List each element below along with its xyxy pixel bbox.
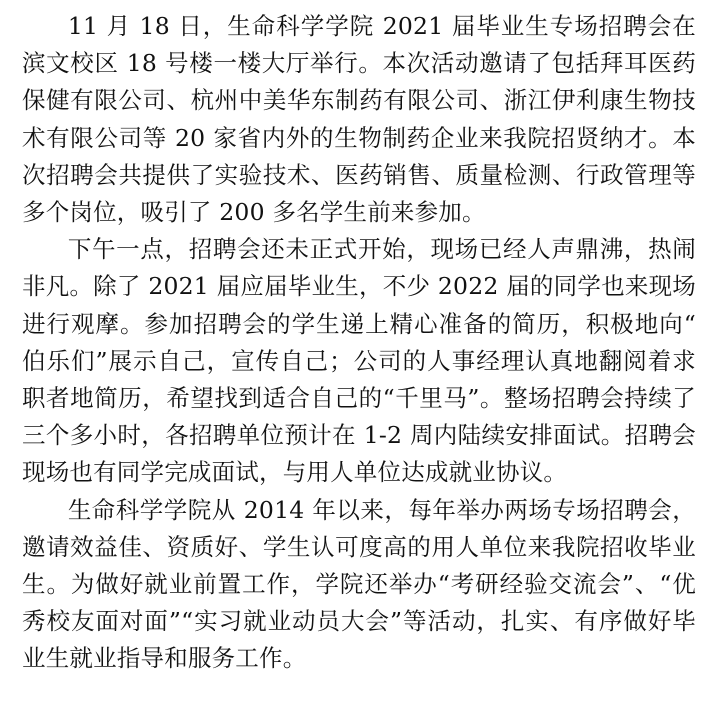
article-body (22, 8, 696, 678)
paragraph-job-fair-intro: 11 月 18 日，生命科学学院 2021 届毕业生专场招聘会在滨文校区 18 号楼一楼大厅举行。本次活动邀请了包括拜耳医药保健有限公司、杭州中美华东制药有限公司、浙江伊利康生物技术有限公司等 20 家省内外的生物制药企业来我院招贤纳才。本次招聘会共提供了实验技术、医药销售、质量检测、行政管理等多个岗位，吸引了 200 多名学生前来参加。 (22, 12, 696, 227)
paragraph-college-employment-work: 生命科学学院从 2014 年以来，每年举办两场专场招聘会，邀请效益佳、资质好、学生认可度高的用人单位来我院招收毕业生。为做好就业前置工作，学院还举办“考研经验交流会”、“优秀校友面对面”“实习就业动员大会”等活动，扎实、有序做好毕业生就业指导和服务工作。 (22, 495, 696, 673)
paragraph-job-fair-scene: 下午一点，招聘会还未正式开始，现场已经人声鼎沸，热闹非凡。除了 2021 届应届毕业生，不少 2022 届的同学也来现场进行观摩。参加招聘会的学生递上精心准备的简历，积极地向“伯乐们”展示自己，宣传自己；公司的人事经理认真地翻阅着求职者地简历，希望找到适合自己的“千里马”。整场招聘会持续了三个多小时，各招聘单位预计在 1-2 周内陆续安排面试。招聘会现场也有同学完成面试，与用人单位达成就业协议。 (22, 235, 696, 487)
